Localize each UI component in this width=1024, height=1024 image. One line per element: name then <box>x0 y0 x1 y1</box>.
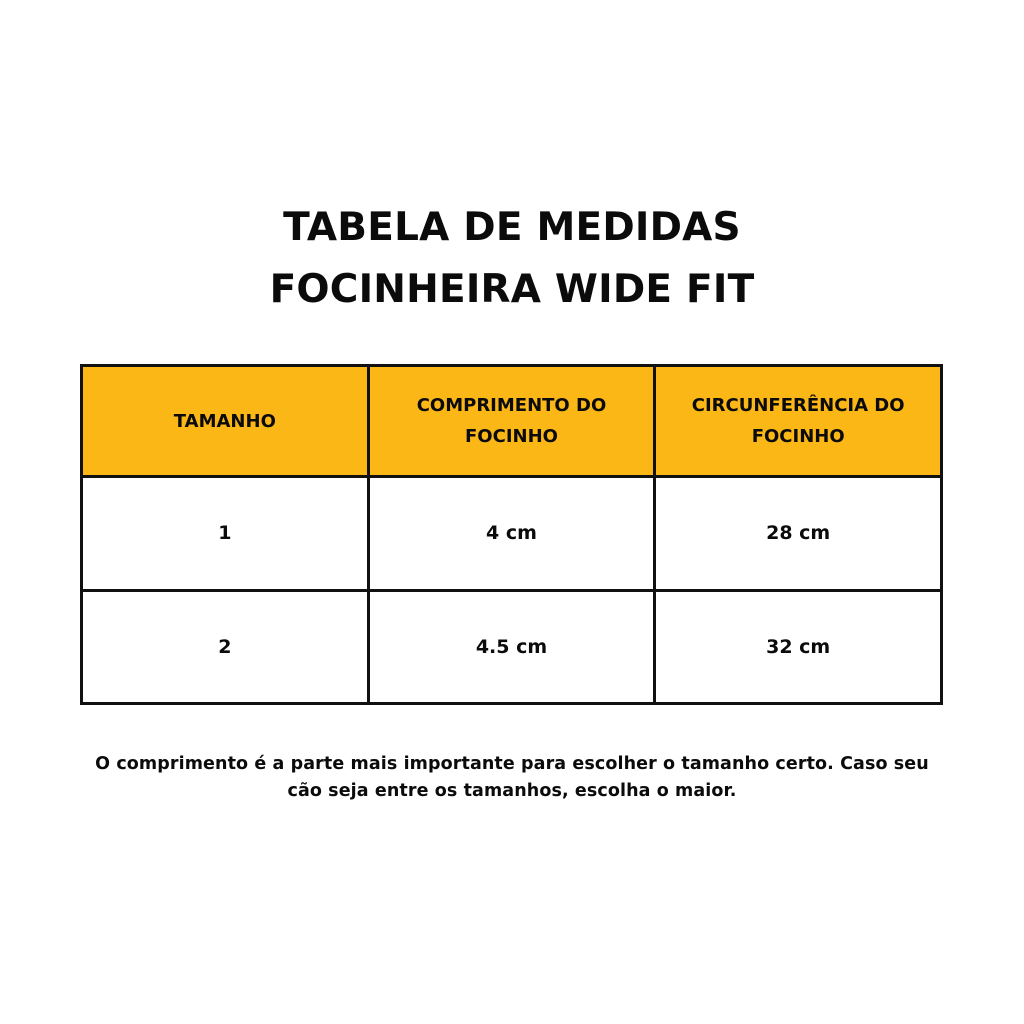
header-snout-circumference: CIRCUNFERÊNCIA DO FOCINHO <box>655 366 942 477</box>
cell-snout-circumference: 28 cm <box>655 477 942 591</box>
cell-size: 1 <box>82 477 369 591</box>
header-size: TAMANHO <box>82 366 369 477</box>
cell-size: 2 <box>82 590 369 704</box>
table-row <box>82 477 942 591</box>
cell-snout-length: 4.5 cm <box>368 590 655 704</box>
cell-snout-length: 4 cm <box>368 477 655 591</box>
table-header-row <box>82 366 942 477</box>
table-row <box>82 590 942 704</box>
header-snout-length: COMPRIMENTO DO FOCINHO <box>368 366 655 477</box>
size-table <box>80 364 943 705</box>
page-title-line-1: TABELA DE MEDIDAS <box>283 205 741 250</box>
sizing-note <box>20 751 1004 805</box>
sizing-note-line-1: O comprimento é a parte mais importante para escolher o tamanho certo. Caso seu <box>95 754 929 774</box>
cell-snout-circumference: 32 cm <box>655 590 942 704</box>
page-title-line-2: FOCINHEIRA WIDE FIT <box>269 267 755 312</box>
sizing-note-line-2: cão seja entre os tamanhos, escolha o maior. <box>287 781 737 801</box>
